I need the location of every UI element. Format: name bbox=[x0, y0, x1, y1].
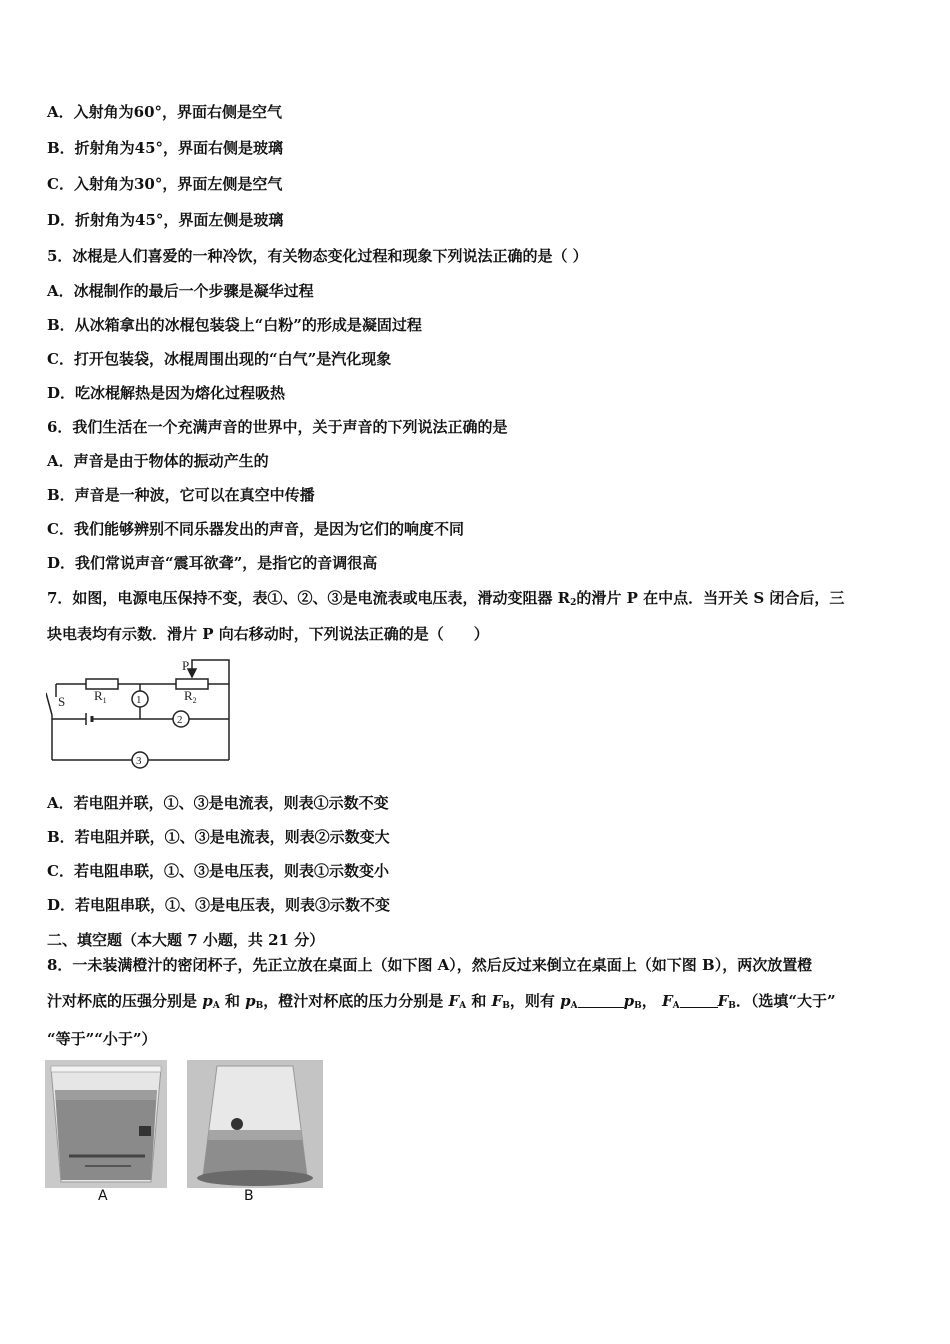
q7-stem-line1 bbox=[47, 588, 844, 613]
label-r1-sub: 1 bbox=[102, 696, 107, 705]
answer-blank-1[interactable] bbox=[578, 993, 624, 1008]
blank1-pa-sub: A bbox=[570, 1001, 578, 1011]
var-fb: F bbox=[491, 992, 503, 1010]
meter-2-label: 2 bbox=[177, 714, 183, 726]
photo-inverted-cup bbox=[187, 1060, 323, 1188]
blank1-pb: p bbox=[623, 992, 635, 1010]
q6-option-a: A．声音是由于物体的振动产生的 bbox=[47, 452, 269, 470]
label-r2-main: R bbox=[184, 688, 193, 703]
q8-line2 bbox=[47, 991, 836, 1016]
var-fa: F bbox=[448, 992, 460, 1010]
q5-option-d: D．吃冰棍解热是因为熔化过程吸热 bbox=[47, 384, 286, 402]
q8-and-1: 和 bbox=[219, 992, 246, 1010]
q7-option-d: D．若电阻串联，①、③是电压表，则表③示数不变 bbox=[47, 896, 391, 914]
q8-and-2: 和 bbox=[466, 992, 492, 1010]
q5-option-a: A．冰棍制作的最后一个步骤是凝华过程 bbox=[47, 282, 314, 300]
q7-stem-sub: 2 bbox=[570, 598, 577, 608]
q8-text-d: ．（选填“大于” bbox=[735, 992, 836, 1010]
blank1-pb-sub: B bbox=[634, 1001, 642, 1011]
blank2-fa-sub: A bbox=[672, 1001, 680, 1011]
var-pb-sub: B bbox=[255, 1001, 264, 1011]
q8-sep: ， bbox=[641, 992, 657, 1010]
q4-option-c: C．入射角为30°，界面左侧是空气 bbox=[47, 175, 283, 193]
answer-blank-2[interactable] bbox=[680, 993, 718, 1008]
label-r2-sub: 2 bbox=[192, 696, 197, 705]
var-pb: p bbox=[245, 992, 256, 1010]
q8-text-c: ，则有 bbox=[509, 992, 561, 1010]
circuit-diagram bbox=[46, 655, 236, 773]
meter-1-label: 1 bbox=[136, 694, 142, 706]
meter-3-label: 3 bbox=[136, 755, 142, 767]
upright-cup-drawing bbox=[45, 1060, 167, 1188]
blank2-fb: F bbox=[717, 992, 729, 1010]
q6-stem: 6．我们生活在一个充满声音的世界中，关于声音的下列说法正确的是 bbox=[47, 418, 508, 436]
var-pa-sub: A bbox=[212, 1001, 220, 1011]
blank1-pa: p bbox=[560, 992, 571, 1010]
label-r1 bbox=[94, 688, 107, 705]
q6-option-b: B．声音是一种波，它可以在真空中传播 bbox=[47, 486, 315, 504]
q4-option-b: B．折射角为45°，界面右侧是玻璃 bbox=[47, 139, 284, 157]
slider-wire bbox=[192, 660, 229, 684]
switch-blade bbox=[46, 693, 52, 715]
blank2-fb-sub: B bbox=[728, 1001, 736, 1011]
inverted-cup-drawing bbox=[187, 1060, 323, 1188]
q7-stem-line2: 块电表均有示数．滑片 P 向右移动时，下列说法正确的是（ ） bbox=[47, 625, 489, 643]
q5-option-b: B．从冰箱拿出的冰棍包装袋上“白粉”的形成是凝固过程 bbox=[47, 316, 422, 334]
blank2-fa: F bbox=[661, 992, 673, 1010]
q5-stem: 5．冰棍是人们喜爱的一种冷饮，有关物态变化过程和现象下列说法正确的是（ ） bbox=[47, 247, 588, 265]
label-r1-main: R bbox=[94, 688, 103, 703]
q5-option-c: C．打开包装袋，冰棍周围出现的“白气”是汽化现象 bbox=[47, 350, 392, 368]
q4-option-d: D．折射角为45°，界面左侧是玻璃 bbox=[47, 211, 284, 229]
q8-line3: “等于”“小于”） bbox=[47, 1030, 157, 1048]
photo-b-label: B bbox=[244, 1188, 254, 1204]
var-fb-sub: B bbox=[502, 1001, 510, 1011]
section2-title: 二、填空题（本大题 7 小题，共 21 分） bbox=[47, 931, 325, 949]
q7-option-a: A．若电阻并联，①、③是电流表，则表①示数不变 bbox=[47, 794, 389, 812]
q4-option-a: A．入射角为60°，界面右侧是空气 bbox=[47, 103, 283, 121]
q6-option-c: C．我们能够辨别不同乐器发出的声音，是因为它们的响度不同 bbox=[47, 520, 464, 538]
label-p: P bbox=[182, 658, 190, 673]
label-s: S bbox=[58, 694, 66, 709]
photo-upright-cup bbox=[45, 1060, 167, 1188]
label-r2 bbox=[184, 688, 197, 705]
var-fa-sub: A bbox=[459, 1001, 467, 1011]
q7-stem-text-b: 的滑片 P 在中点．当开关 S 闭合后，三 bbox=[576, 589, 845, 607]
q6-option-d: D．我们常说声音“震耳欲聋”，是指它的音调很高 bbox=[47, 554, 378, 572]
q8-line1: 8．一未装满橙汁的密闭杯子，先正立放在桌面上（如下图 A），然后反过来倒立在桌面上（如下图 B），两次放置橙 bbox=[47, 956, 813, 974]
q7-stem-text-a: 7．如图，电源电压保持不变，表①、②、③是电流表或电压表，滑动变阻器 R bbox=[47, 589, 571, 607]
q8-text-b: ，橙汁对杯底的压力分别是 bbox=[263, 992, 449, 1010]
var-pa: p bbox=[202, 992, 213, 1010]
photo-a-label: A bbox=[98, 1188, 108, 1204]
q8-text-a: 汁对杯底的压强分别是 bbox=[47, 992, 203, 1010]
q7-option-c: C．若电阻串联，①、③是电压表，则表①示数变小 bbox=[47, 862, 389, 880]
q7-option-b: B．若电阻并联，①、③是电流表，则表②示数变大 bbox=[47, 828, 390, 846]
